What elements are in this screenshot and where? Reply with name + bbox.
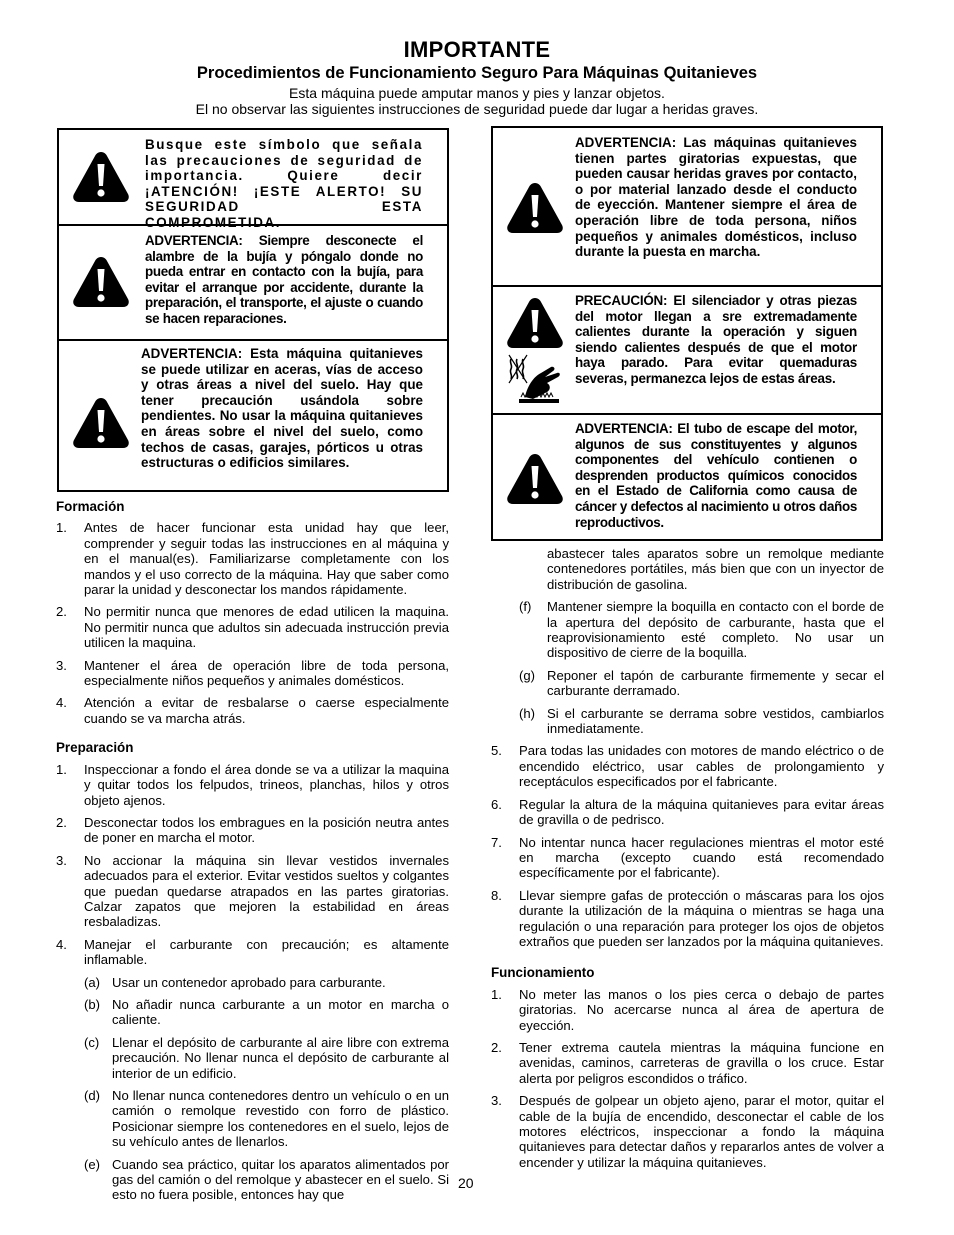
item-number: 1. [56,520,67,536]
list-item [491,888,884,950]
list-item [491,1093,884,1170]
warning-text: Busque este símbolo que señala las precauciones de seguridad de importancia. Quiere decir ¡ATENCIÓN! ¡ESTE ALERTO! SU SEGURIDAD ESTA COMPROMETIDA. [145,137,423,230]
item-number: 2. [56,814,67,830]
list-item [56,815,449,846]
item-letter: (b) [84,996,101,1012]
warning-text: PRECAUCIÓN: El silenciador y otras piezas del motor llegan a sre extremadamente calientes durante la operación y siguen siendo calientes después de que el motor haya parado. Para evitar quemaduras severas, permanezca lejos de estas áreas. [575,293,857,386]
item-text: No llenar nunca contenedores dentro un vehículo o en un camión o remolque revestido con forro de plástico. Posicionar siempre los contenedores en el suelo, lejos de su vehículo antes de llenarlos. [112,1088,449,1150]
sub-list-item [491,599,884,661]
item-text: No permitir nunca que menores de edad utilicen la maquina. No permitir nunca que adultos sin adecuada instrucción previa utilicen la maquina. [84,604,449,651]
warning-text: ADVERTENCIA: Las máquinas quitanieves tienen partes giratorias expuestas, que pueden causar heridas graves por contacto, o por material lanzado desde el conducto de eyección. Mantener siempre el área de operación libre de toda persona, niños pequeños y animales domésticos, incluso durante la puesta en marcha. [575,135,857,260]
item-letter: (g) [519,667,536,683]
warning-row [493,128,881,287]
section-heading-preparacion: Preparación [56,740,134,756]
warning-row [493,285,881,415]
warning-text: ADVERTENCIA: Siempre desconecte el alambre de la bujía y póngalo donde no pueda entrar en contacto con la bujía, para evitar el arranque por accidente, durante la preparación, el transporte, el ajuste o cuando se hacen reparaciones. [145,233,423,326]
item-number: 5. [491,743,502,759]
section-heading-formacion: Formación [56,499,125,514]
item-letter: (h) [519,705,536,721]
item-text: Manejar el carburante con precaución; es altamente inflamable. [84,936,449,968]
item-text: Atención a evitar de resbalarse o caerse especialmente cuando se va marcha atrás. [84,695,449,726]
warning-triangle-icon [505,451,565,507]
item-text: Si el carburante se derrama sobre vestidos, cambiarlos inmediatamente. [547,705,884,737]
item-number: 1. [56,761,67,777]
item-letter: (a) [84,974,101,990]
list-item [56,762,449,808]
right-column [491,546,884,1177]
item-text: No meter las manos o los pies cerca o debajo de partes giratorias. No acercarse nunca al área de apertura de eyección. [519,986,884,1033]
warning-triangle-icon [71,254,131,310]
list-item [56,520,449,597]
list-item [491,797,884,828]
list-item [56,695,449,726]
item-text: Antes de hacer funcionar esta unidad hay que leer, comprender y seguir todas las instrucciones en al máquina y en el manual(es). Familiarizarse completamente con los mandos y el uso correcto de la máquina. Hay que saber como parar la unidad y desconectar los mandos rápidamente. [84,520,449,598]
item-text: Después de golpear un objeto ajeno, parar el motor, quitar el cable de la bujía de encendido, desconectar el cable de los motores eléctricos, inspeccionar a fondo la máquina quitanieves para detectar daños y repararlos antes de volver a encender y utilizar la máquina quitanieves. [519,1093,884,1170]
right-warning-box [491,126,883,541]
list-item [56,853,449,930]
item-text: No intentar nunca hacer regulaciones mientras el motor esté en marcha (excepto cuando está recomendado específicamente por el fabricante). [519,834,884,881]
sub-list-item [56,1088,449,1150]
list-item [491,1040,884,1086]
item-text: Mantener siempre la boquilla en contacto con el borde de la apertura del depósito de carburante, hasta que el reaprovisionamiento esté completo. No usar un dispositivo de cierre de la boquilla. [547,599,884,661]
section-heading-funcionamiento: Funcionamiento [491,965,595,981]
item-number: 1. [491,986,502,1002]
warning-triangle-icon [71,149,131,205]
item-text: No accionar la máquina sin llevar vestidos invernales adecuados para el exterior. Evitar vestidos sueltos y colgantes que puedan quedarse atrapados en las partes giratorias. Calzar zapatos que mejoren la estabilidad en áreas resbaladizas. [84,852,449,930]
sub-list-item [56,1035,449,1081]
sub-list-item [56,975,449,990]
sub-list-item [491,706,884,737]
hot-surface-icon [505,353,561,405]
list-item [56,937,449,968]
item-letter: (f) [519,599,532,615]
list-item [491,835,884,881]
item-number: 8. [491,887,502,903]
item-text: Tener extrema cautela mientras la máquina funcione en avenidas, caminos, carreteras de gravilla o los cruce. Estar alerta por peligros escondidos o tráfico. [519,1039,884,1086]
item-text: Cuando sea práctico, quitar los aparatos alimentados por gas del camión o del remolque y abastecer en el suelo. Si esto no fuera posible, entonces hay que [112,1156,449,1203]
continued-text: abastecer tales aparatos sobre un remolque mediante contenedores portátiles, más bien que con un inyector de distribución de gasolina. [547,546,884,592]
item-number: 3. [56,852,67,868]
page-number: 20 [458,1175,474,1191]
item-letter: (d) [84,1088,101,1103]
warning-row [59,339,447,490]
left-warning-box [57,128,449,492]
left-column [56,499,449,1210]
item-number: 4. [56,695,67,711]
intro-line-1: Esta máquina puede amputar manos y pies y lanzar objetos. [289,85,665,101]
warning-row [59,130,447,230]
item-number: 2. [56,604,67,620]
page-subtitle: Procedimientos de Funcionamiento Seguro Para Máquinas Quitanieves [196,64,758,82]
item-letter: (e) [84,1156,101,1172]
sub-list-item [491,668,884,699]
warning-triangle-icon [71,395,131,451]
warning-row [493,413,881,539]
item-text: Reponer el tapón de carburante firmemente y secar el carburante derramado. [547,667,884,699]
sub-list-item [56,997,449,1028]
sub-list-item [56,1157,449,1203]
item-text: Llevar siempre gafas de protección o máscaras para los ojos durante la utilización de la máquina o mientras se haga una regulación o una reparación para proteger los ojos de objetos extraños que pueden ser lanzados por la máquina quitanieves. [519,887,884,949]
list-item [491,987,884,1033]
item-text: Llenar el depósito de carburante al aire libre con extrema precaución. No llenar nunca el depósito de carburante al interior de un edificio. [112,1034,449,1081]
item-letter: (c) [84,1034,100,1050]
list-item [56,658,449,689]
item-text: Desconectar todos los embragues en la posición neutra antes de poner en marcha el motor. [84,814,449,846]
item-number: 3. [491,1093,502,1109]
warning-triangle-icon [505,295,565,351]
item-number: 7. [491,834,502,850]
warning-text: ADVERTENCIA: Esta máquina quitanieves se puede utilizar en aceras, vías de acceso y otras áreas a nivel del suelo. Hay que tener precaución usándola sobre pendientes. No usar la máquina quitanieves en áreas sobre el nivel del suelo, como techos de casas, garajes, pórticos u otras estructuras o edificios similares. [141,346,423,471]
warning-text: ADVERTENCIA: El tubo de escape del motor, algunos de sus constituyentes y algunos componentes del vehículo contienen o desprenden productos químicos conocidos en el Estado de California como causa de cáncer y defectos al nacimiento u otros daños reproductivos. [575,421,857,530]
item-text: Mantener el área de operación libre de toda persona, especialmente niños pequeños y animales domésticos. [84,657,449,689]
item-number: 3. [56,657,67,673]
item-number: 6. [491,796,502,812]
item-text: Inspeccionar a fondo el área donde se va a utilizar la maquina y quitar todos los felpudos, trineos, planchas, hilos y otros objeto ajenos. [84,761,449,808]
list-item [491,743,884,789]
warning-triangle-icon [505,180,565,236]
warning-row [59,224,447,341]
intro-line-2: El no observar las siguientes instrucciones de seguridad puede dar lugar a heridas graves. [195,101,759,117]
list-item [56,604,449,650]
page-title: IMPORTANTE [403,37,551,62]
item-number: 4. [56,936,67,952]
item-text: Regular la altura de la máquina quitanieves para evitar áreas de gravilla o de pedrisco. [519,796,884,828]
item-text: Para todas las unidades con motores de mando eléctrico o de encendido eléctrico, usar cables de prolongamiento y receptáculos especificados por el fabricante. [519,743,884,790]
item-number: 2. [491,1039,502,1055]
item-text: Usar un contenedor aprobado para carburante. [112,974,386,990]
item-text: No añadir nunca carburante a un motor en marcha o caliente. [112,996,449,1028]
